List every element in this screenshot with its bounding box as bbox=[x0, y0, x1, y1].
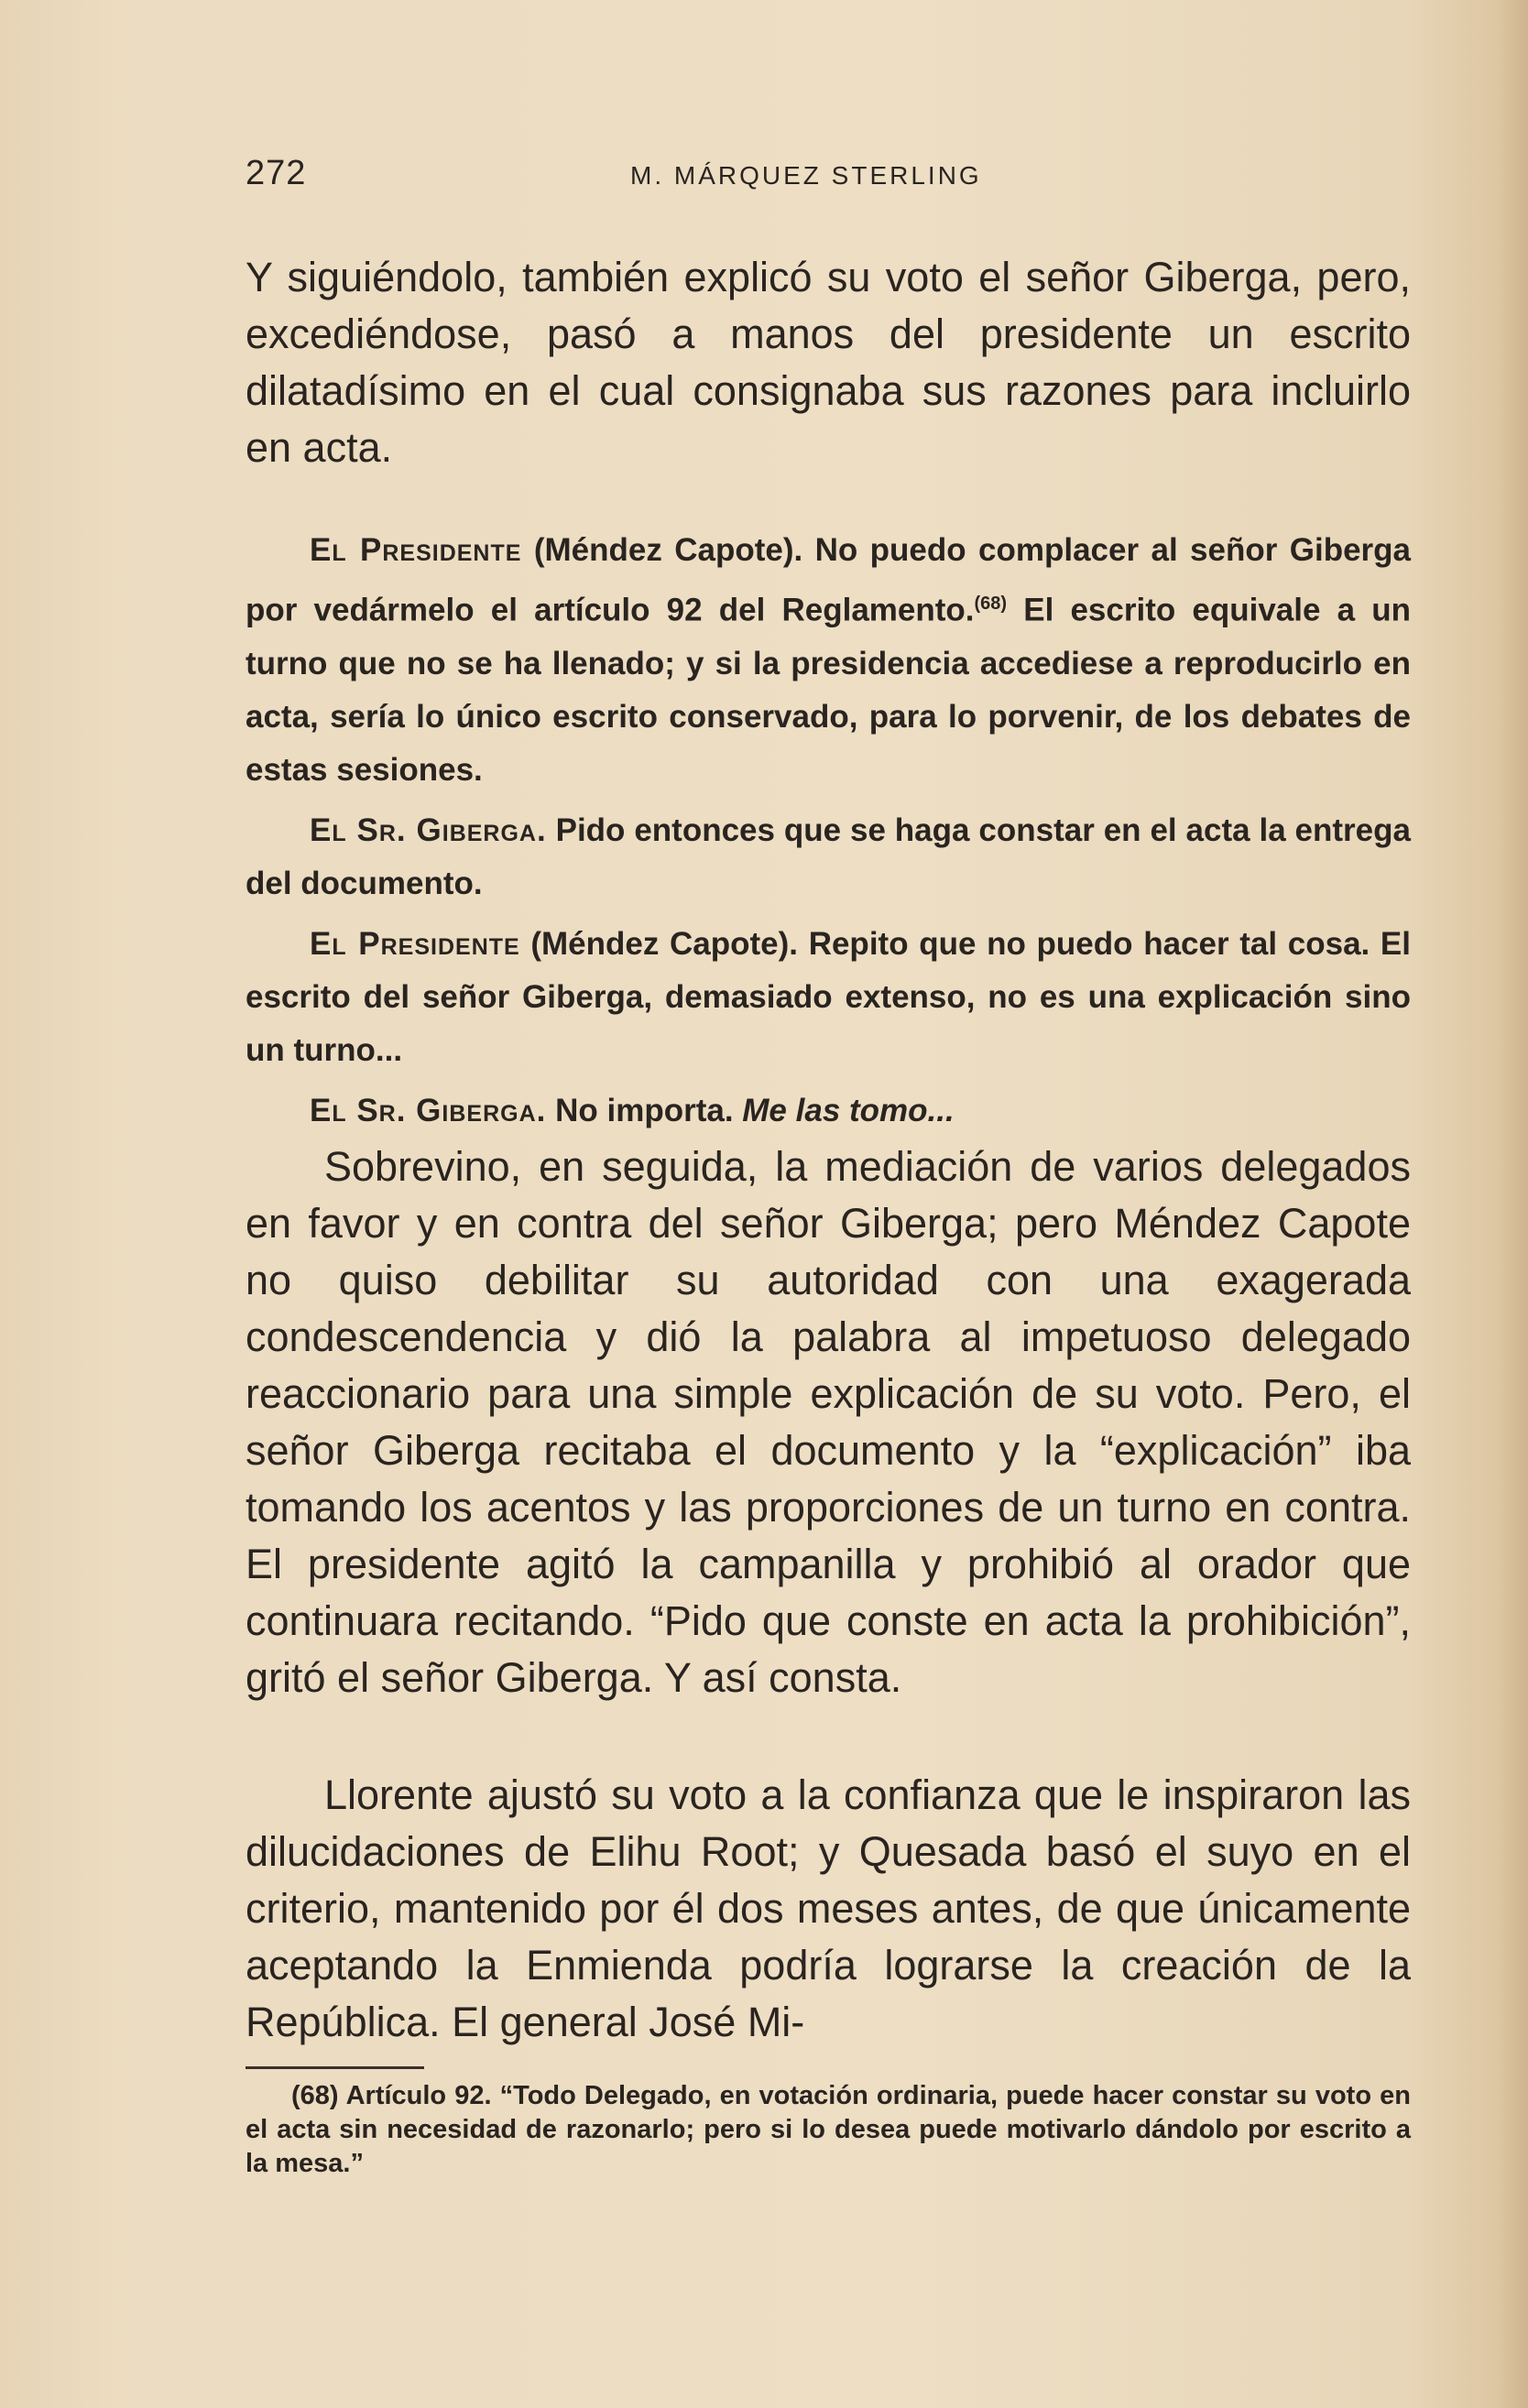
dialogue-text-continued: El escrito equivale a un turno que no se ha llenado; y si la presidencia accediese a reproducirlo en acta, sería lo único escrito conservado, para lo porvenir, de los debates de estas sesiones. bbox=[246, 592, 1411, 788]
dialogue-line-1 bbox=[246, 524, 1411, 797]
dialogue-line-3 bbox=[246, 918, 1411, 1077]
dialogue-italic-text: Me las tomo... bbox=[742, 1092, 955, 1128]
dialogue-text: No importa. bbox=[546, 1092, 743, 1128]
page-header bbox=[246, 154, 1409, 200]
speaker-name: El Presidente bbox=[310, 925, 520, 962]
running-head: M. MÁRQUEZ STERLING bbox=[630, 161, 982, 190]
speaker-name: El Presidente bbox=[310, 532, 522, 568]
footnote-reference: (68) bbox=[974, 594, 1008, 614]
page-number: 272 bbox=[246, 154, 307, 192]
dialogue-line-2 bbox=[246, 804, 1411, 910]
dialogue-text: Repito que no puedo hacer tal cosa. El escrito del señor Giberga, demasiado extenso, no es una explicación sino un turno... bbox=[246, 925, 1411, 1068]
dialogue-line-4 bbox=[246, 1084, 1411, 1138]
paragraph-1: Y siguiéndolo, también explicó su voto el señor Giberga, pero, excediéndose, pasó a manos del presidente un escrito dilatadísimo en el cual consignaba sus razones para incluirlo en acta. bbox=[246, 254, 1411, 471]
dialogue-text: No puedo complacer al señor Giberga por vedármelo el artículo 92 del Reglamento. bbox=[246, 532, 1412, 628]
paragraph-3-block bbox=[246, 1767, 1411, 2051]
paragraph-1-block bbox=[246, 249, 1411, 476]
footnote bbox=[246, 2079, 1411, 2181]
speaker-qualifier: (Méndez Capote). bbox=[521, 532, 803, 568]
speaker-name: El Sr. Giberga. bbox=[310, 812, 547, 848]
dialogue-text: Pido entonces que se haga constar en el acta la entrega del documento. bbox=[246, 812, 1411, 901]
paragraph-2-block bbox=[246, 1139, 1411, 1706]
paragraph-3: Llorente ajustó su voto a la confianza que le inspiraron las dilucidaciones de Elihu Root; y Quesada basó el suyo en el criterio, mantenido por él dos meses antes, de que únicamente aceptando la Enmienda podría lograrse la creación de la República. El general José Mi- bbox=[246, 1771, 1411, 2045]
footnote-divider bbox=[246, 2066, 424, 2069]
dialogue-block bbox=[246, 524, 1411, 1145]
paragraph-2: Sobrevino, en seguida, la mediación de varios delegados en favor y en contra del señor Giberga; pero Méndez Capote no quiso debilitar su autoridad con una exagerada condescendencia y dió la palabra al impetuoso delegado reaccionario para una simple explicación de su voto. Pero, el señor Giberga recitaba el documento y la “explicación” iba tomando los acentos y las proporciones de un turno en contra. El presidente agitó la campanilla y prohibió al orador que continuara recitando. “Pido que conste en acta la prohibición”, gritó el señor Giberga. Y así consta. bbox=[246, 1143, 1411, 1701]
footnote-text: (68) Artículo 92. “Todo Delegado, en votación ordinaria, puede hacer constar su voto en el acta sin necesidad de razonarlo; pero si lo desea puede motivarlo dándolo por escrito a la mesa.” bbox=[246, 2081, 1411, 2178]
speaker-name: El Sr. Giberga. bbox=[310, 1092, 547, 1128]
speaker-qualifier: (Méndez Capote). bbox=[519, 925, 799, 962]
